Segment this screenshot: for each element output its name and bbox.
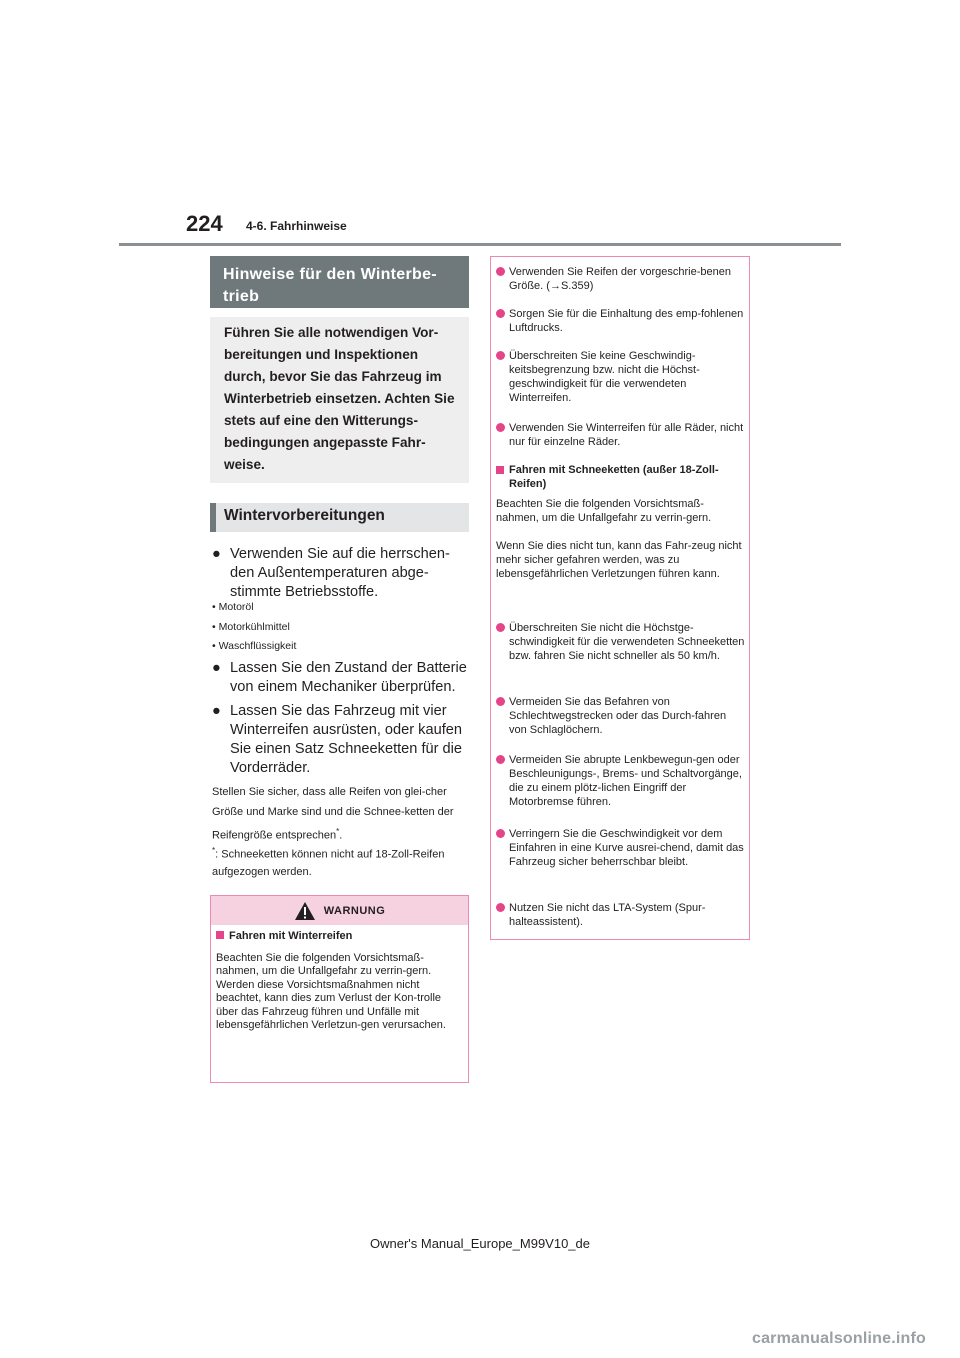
bullet-fluids <box>212 545 467 603</box>
bullet-dot-icon <box>496 903 505 912</box>
watermark: carmanualsonline.info <box>751 1330 926 1347</box>
bullet-battery-text: Lassen Sie den Zustand der Batterie von einem Mechaniker überprüfen. <box>230 660 467 695</box>
warning-body <box>211 925 468 1033</box>
warning-text-2: Werden diese Vorsichtsmaßnahmen nicht beachtet, kann dies zum Verlust der Kon-trolle über das Fahrzeug führen und Unfälle mit lebensgefährlichen Verletzun-gen verursachen. <box>216 978 446 1031</box>
bullet-dot-icon: ● <box>212 546 221 562</box>
bullet-dot-icon <box>496 309 505 318</box>
list-item: • Motoröl <box>212 601 254 613</box>
list-item: • Waschflüssigkeit <box>212 640 297 652</box>
warning-label: WARNUNG <box>323 904 386 917</box>
bullet-dot-icon <box>496 267 505 276</box>
bullet-dot-icon <box>496 697 505 706</box>
bullet-dot-icon <box>496 351 505 360</box>
footnote: *: Schneeketten können nicht auf 18-Zoll-Reifen aufgezogen werden. <box>212 846 445 879</box>
snow-chains-text-1: Beachten Sie die folgenden Vorsichtsmaß-nahmen, um die Unfallgefahr zu verrin-gern. <box>496 498 712 524</box>
bullet-dot-icon <box>496 423 505 432</box>
bullet-dot-icon: ● <box>212 660 221 676</box>
warning-box <box>210 895 469 1083</box>
bullet-dot-icon <box>496 755 505 764</box>
page-number: 224 <box>186 211 223 236</box>
square-bullet-icon <box>216 931 224 939</box>
bullet-tires <box>212 702 467 780</box>
winter-prep-heading: Wintervorbereitungen <box>210 503 469 532</box>
footer: Owner's Manual_Europe_M99V10_de <box>369 1236 590 1251</box>
fluid-list <box>212 598 296 657</box>
list-item: • Motorkühlmittel <box>212 620 290 633</box>
tire-note: Stellen Sie sicher, dass alle Reifen von glei-cher Größe und Marke sind und die Schnee-ketten der Reifengröße entsprechen*. <box>212 786 454 842</box>
snow-chains-text-2: Wenn Sie dies nicht tun, kann das Fahr-zeug nicht mehr sicher gefahren werden, was zu lebensgefährlichen Verletzungen führen kann. <box>496 540 742 580</box>
intro-box: Führen Sie alle notwendigen Vor-bereitungen und Inspektionen durch, bevor Sie das Fahrzeug im Winterbetrieb einsetzen. Achten Sie stets auf eine den Witterungs-bedingungen angepasste Fahr-weise. <box>210 317 469 483</box>
winter-driving-heading: Hinweise für den Winterbe-trieb <box>210 256 469 308</box>
bullet-dot-icon <box>496 829 505 838</box>
warning-header <box>211 896 468 925</box>
header-rule <box>119 243 841 246</box>
bullet-dot-icon: ● <box>212 703 221 719</box>
section-title: 4-6. Fahrhinweise <box>246 219 347 233</box>
warning-title: Fahren mit Winterreifen <box>216 930 464 944</box>
bullet-battery <box>212 659 467 699</box>
warning-triangle-icon <box>294 901 316 921</box>
warning-continued-box: Verwenden Sie Reifen der vorgeschrie-benen Größe. (→S.359) Sorgen Sie für die Einhaltung des emp-fohlenen Luftdrucks. Überschreiten Sie keine Geschwindig-keitsbegrenzung bzw. nicht die Höchst-geschwindigkeit für die verwendeten Winterreifen. Verwenden Sie Winterreifen für alle Räder, nicht nur für einzelne Räder. Fahren mit Schneeketten (außer 18-Zoll-Reifen) Beachten Sie die folgenden Vorsichtsmaß-nahmen, um die Unfallgefahr zu verrin-gern. Wenn Sie dies nicht tun, kann das Fahr-zeug nicht mehr sicher gefahren werden, was zu lebensgefährlichen Verletzungen führen kann. Überschreiten Sie nicht die Höchstge-schwindigkeit für die verwendeten Schneeketten bzw. fahren Sie nicht schneller als 50 km/h. Vermeiden Sie das Befahren von Schlechtwegstrecken oder das Durch-fahren von Schlaglöchern. Vermeiden Sie abrupte Lenkbewegun-gen oder Beschleunigungs-, Brems- und Schaltvorgänge, die zu einem plötz-lichen Eingriff der Motorbremse führen. Verringern Sie die Geschwindigkeit vor dem Einfahren in eine Kurve ausrei-chend, damit das Fahrzeug sicher beherrschbar bleibt. Nutzen Sie nicht das LTA-System (Spur-halteassistent). <box>490 256 750 940</box>
bullet-tires-text: Lassen Sie das Fahrzeug mit vier Winterreifen ausrüsten, oder kaufen Sie einen Satz Schneeketten für die Vorderräder. <box>230 703 463 776</box>
warning-text-1: Beachten Sie die folgenden Vorsichtsmaß-nahmen, um die Unfallgefahr zu verrin-gern. <box>216 951 432 977</box>
bullet-fluids-text: Verwenden Sie auf die herrschen-den Außentemperaturen abge-stimmte Betriebsstoffe. <box>230 546 450 600</box>
square-bullet-icon <box>496 466 504 474</box>
bullet-dot-icon <box>496 623 505 632</box>
